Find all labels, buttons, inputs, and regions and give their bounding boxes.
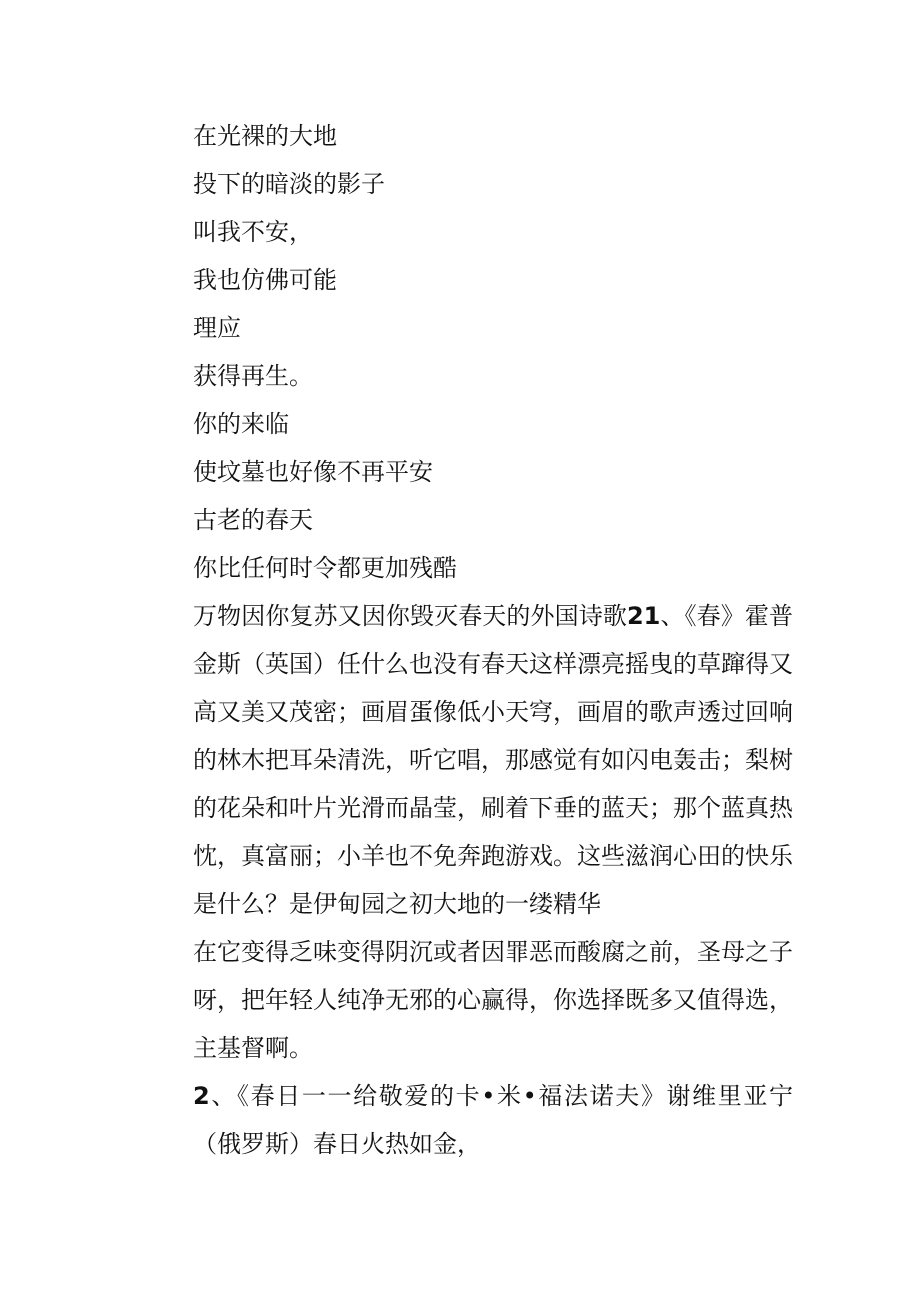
poem-line: 我也仿佛可能 (193, 266, 337, 294)
paragraph-spring-day (193, 1072, 793, 1168)
poem-line: 叫我不安， (193, 218, 313, 246)
document-text (193, 112, 793, 1168)
poem-line: 使坟墓也好像不再平安 (193, 458, 433, 486)
section-number: 2 (193, 1082, 210, 1110)
paragraph-text: 万物因你复苏又因你毁灭春天的外国诗歌 (193, 602, 627, 630)
paragraph-text: 、《春》霍普金斯（英国）任什么也没有春天这样漂亮摇曳的草蹿得又高又美又茂密；画眉蛋像低小天穹，画眉的歌声透过回响的林木把耳朵清洗，听它唱，那感觉有如闪电轰击；梨树的花朵和叶片光滑而晶莹，刷着下垂的蓝天；那个蓝真热忱，真富丽；小羊也不免奔跑游戏。这些滋润心田的快乐是什么？是伊甸园之初大地的一缕精华 (193, 602, 794, 918)
paragraph-continuation: 在它变得乏味变得阴沉或者因罪恶而酸腐之前，圣母之子呀，把年轻人纯净无邪的心赢得，你选择既多又值得选，主基督啊。 (193, 938, 793, 1062)
poem-line: 投下的暗淡的影子 (193, 170, 385, 198)
poem-line: 在光裸的大地 (193, 122, 337, 150)
poem-line: 你比任何时令都更加残酷 (193, 554, 457, 582)
paragraph-text: 、《春日一一给敬爱的卡•米•福法诺夫》谢维里亚宁（俄罗斯）春日火热如金， (193, 1082, 793, 1158)
poem-line: 你的来临 (193, 410, 289, 438)
poem-line: 理应 (193, 314, 241, 342)
poem-line: 古老的春天 (193, 506, 313, 534)
poem-line: 获得再生。 (193, 362, 313, 390)
paragraph-spring-hopkins (193, 592, 793, 928)
section-number: 21 (626, 602, 661, 630)
